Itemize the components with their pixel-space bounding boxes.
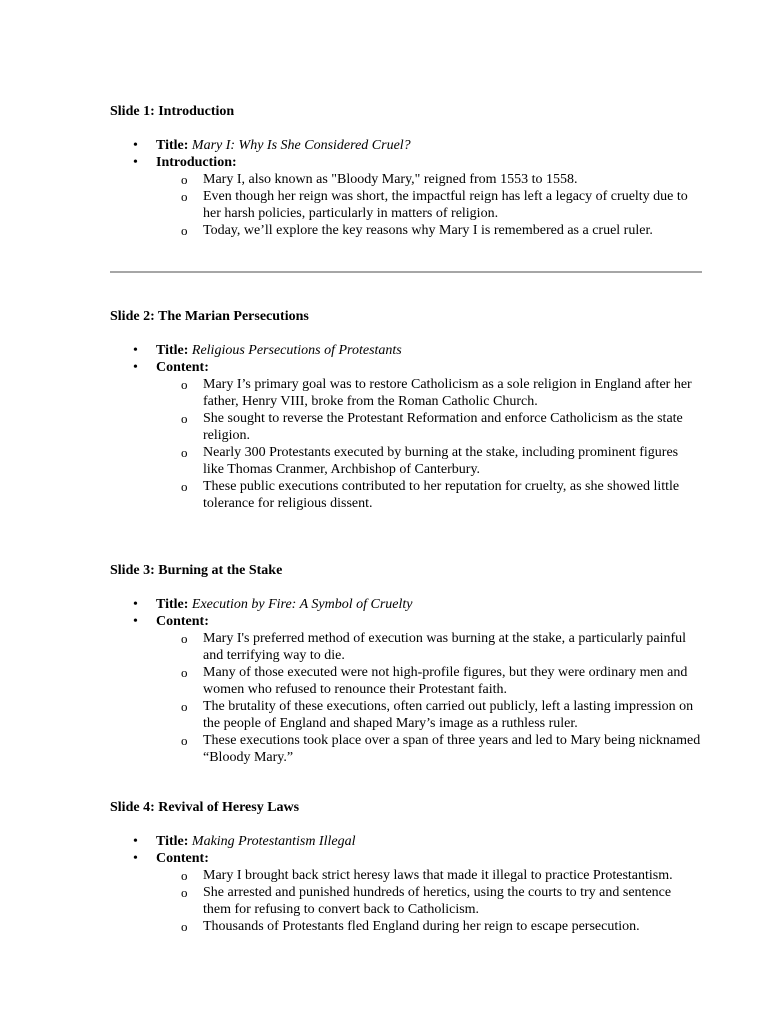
bullet-dot-icon: • bbox=[133, 834, 138, 849]
bullet-dot-icon: • bbox=[133, 597, 138, 612]
slide-3-title-value: Execution by Fire: A Symbol of Cruelty bbox=[191, 597, 413, 612]
slide-1-points bbox=[110, 171, 702, 239]
bullet-dot-icon: • bbox=[133, 851, 138, 866]
title-label: Title: bbox=[156, 138, 189, 153]
point-text: These public executions contributed to her reputation for cruelty, as she showed little tolerance for religious dissent. bbox=[203, 479, 680, 511]
point-text: Mary I’s primary goal was to restore Catholicism as a sole religion in England after her father, Henry VIII, broke from the Roman Catholic Church. bbox=[203, 377, 692, 409]
sub-bullet-icon: o bbox=[181, 868, 188, 883]
slide-2-section-bullet bbox=[110, 359, 702, 512]
sub-bullet-icon: o bbox=[181, 699, 188, 714]
bullet-dot-icon: • bbox=[133, 360, 138, 375]
section-label: Content: bbox=[156, 851, 209, 866]
point-text: Thousands of Protestants fled England during her reign to escape persecution. bbox=[203, 919, 640, 934]
slide-2-points bbox=[110, 376, 702, 512]
list-item bbox=[110, 444, 702, 478]
section-label: Content: bbox=[156, 614, 209, 629]
bullet-dot-icon: • bbox=[133, 155, 138, 170]
bullet-dot-icon: • bbox=[133, 614, 138, 629]
slide-2-title-bullet bbox=[110, 342, 702, 359]
list-item bbox=[110, 222, 702, 239]
list-item bbox=[110, 884, 702, 918]
title-label: Title: bbox=[156, 834, 189, 849]
point-text: Mary I brought back strict heresy laws that made it illegal to practice Protestantism. bbox=[203, 868, 673, 883]
sub-bullet-icon: o bbox=[181, 411, 188, 426]
point-text: She arrested and punished hundreds of heretics, using the courts to try and sentence them for refusing to convert back to Catholicism. bbox=[203, 885, 672, 917]
slide-3-title-bullet bbox=[110, 596, 702, 613]
point-text: Today, we’ll explore the key reasons why Mary I is remembered as a cruel ruler. bbox=[203, 223, 653, 238]
list-item bbox=[110, 171, 702, 188]
slide-3-section-bullet bbox=[110, 613, 702, 766]
slide-3-bullets bbox=[110, 596, 702, 766]
slide-4-title-bullet bbox=[110, 833, 702, 850]
list-item bbox=[110, 376, 702, 410]
sub-bullet-icon: o bbox=[181, 172, 188, 187]
sub-bullet-icon: o bbox=[181, 885, 188, 900]
slide-3-heading: Slide 3: Burning at the Stake bbox=[110, 563, 283, 578]
point-text: Mary I, also known as "Bloody Mary," reigned from 1553 to 1558. bbox=[203, 172, 578, 187]
title-label: Title: bbox=[156, 343, 189, 358]
list-item bbox=[110, 410, 702, 444]
list-item bbox=[110, 478, 702, 512]
list-item bbox=[110, 188, 702, 222]
slide-4-points bbox=[110, 867, 702, 935]
slide-1-heading: Slide 1: Introduction bbox=[110, 104, 235, 119]
list-item bbox=[110, 732, 702, 766]
sub-bullet-icon: o bbox=[181, 733, 188, 748]
slide-4-section-bullet bbox=[110, 850, 702, 935]
slide-4-heading: Slide 4: Revival of Heresy Laws bbox=[110, 800, 300, 815]
point-text: She sought to reverse the Protestant Reformation and enforce Catholicism as the state religion. bbox=[203, 411, 683, 443]
slide-1-title-bullet bbox=[110, 137, 702, 154]
list-item bbox=[110, 918, 702, 935]
point-text: Even though her reign was short, the impactful reign has left a legacy of cruelty due to her harsh policies, particularly in matters of religion. bbox=[203, 189, 688, 221]
list-item bbox=[110, 867, 702, 884]
slide-4-title-value: Making Protestantism Illegal bbox=[191, 834, 356, 849]
point-text: Nearly 300 Protestants executed by burning at the stake, including prominent figures like Thomas Cranmer, Archbishop of Canterbury. bbox=[203, 445, 679, 477]
sub-bullet-icon: o bbox=[181, 919, 188, 934]
sub-bullet-icon: o bbox=[181, 479, 188, 494]
sub-bullet-icon: o bbox=[181, 377, 188, 392]
sub-bullet-icon: o bbox=[181, 665, 188, 680]
point-text: Many of those executed were not high-profile figures, but they were ordinary men and women who refused to renounce their Protestant faith. bbox=[203, 665, 688, 697]
slide-1-title-value: Mary I: Why Is She Considered Cruel? bbox=[191, 138, 411, 153]
point-text: These executions took place over a span of three years and led to Mary being nicknamed “Bloody Mary.” bbox=[203, 733, 701, 765]
point-text: The brutality of these executions, often carried out publicly, left a lasting impression on the people of England and shaped Mary’s image as a ruthless ruler. bbox=[203, 699, 694, 731]
slide-2-bullets bbox=[110, 342, 702, 512]
slide-1-bullets bbox=[110, 137, 702, 239]
title-label: Title: bbox=[156, 597, 189, 612]
slide-2-heading: Slide 2: The Marian Persecutions bbox=[110, 309, 309, 324]
slide-3-points bbox=[110, 630, 702, 766]
horizontal-rule bbox=[110, 271, 702, 273]
list-item bbox=[110, 698, 702, 732]
bullet-dot-icon: • bbox=[133, 343, 138, 358]
point-text: Mary I's preferred method of execution was burning at the stake, a particularly painful and terrifying way to die. bbox=[203, 631, 687, 663]
list-item bbox=[110, 664, 702, 698]
section-label: Content: bbox=[156, 360, 209, 375]
sub-bullet-icon: o bbox=[181, 223, 188, 238]
slide-2-title-value: Religious Persecutions of Protestants bbox=[191, 343, 402, 358]
section-label: Introduction: bbox=[156, 155, 237, 170]
slide-4-bullets bbox=[110, 833, 702, 935]
bullet-dot-icon: • bbox=[133, 138, 138, 153]
sub-bullet-icon: o bbox=[181, 189, 188, 204]
list-item bbox=[110, 630, 702, 664]
sub-bullet-icon: o bbox=[181, 445, 188, 460]
sub-bullet-icon: o bbox=[181, 631, 188, 646]
slide-1-section-bullet bbox=[110, 154, 702, 239]
